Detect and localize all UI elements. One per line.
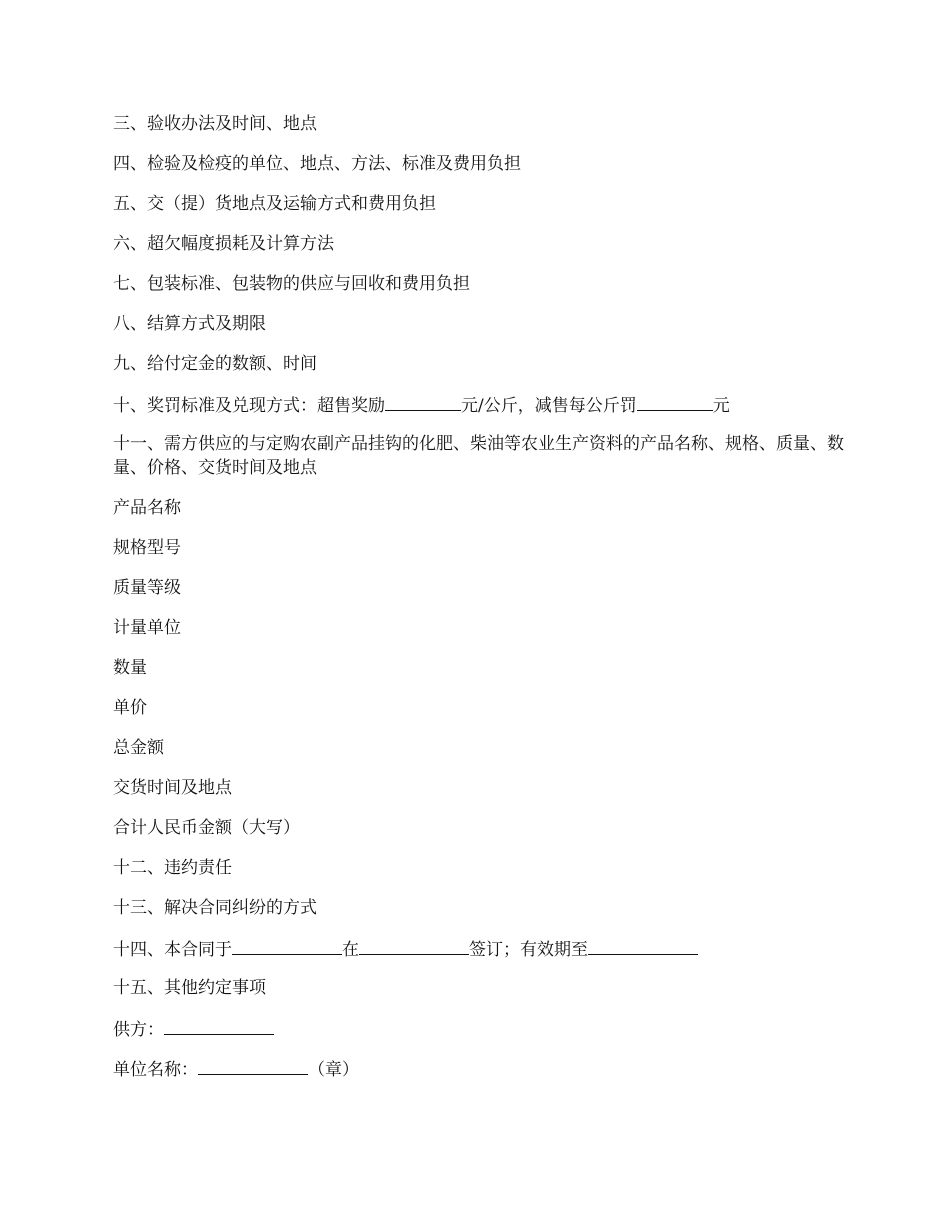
- supplier-label: 供方：: [113, 1020, 164, 1040]
- clause-10: [113, 392, 853, 432]
- sign-place-blank: [359, 936, 469, 955]
- item-unit: 计量单位: [113, 618, 181, 638]
- clause-12: 十二、违约责任: [113, 858, 232, 878]
- supplier-blank: [164, 1016, 274, 1035]
- clause-14-mid2: 签订；有效期至: [469, 940, 588, 960]
- clause-14-prefix: 十四、本合同于: [113, 940, 232, 960]
- item-spec-model: 规格型号: [113, 538, 181, 558]
- clause-10-mid: 元/公斤，减售每公斤罚: [461, 396, 637, 416]
- clause-7: 七、包装标准、包装物的供应与回收和费用负担: [113, 274, 470, 294]
- clause-5: 五、交（提）货地点及运输方式和费用负担: [113, 194, 436, 214]
- item-delivery-time-place: 交货时间及地点: [113, 778, 232, 798]
- sign-date-blank: [232, 936, 342, 955]
- clause-9: 九、给付定金的数额、时间: [113, 354, 317, 374]
- clause-11: 十一、需方供应的与定购农副产品挂钩的化肥、柴油等农业生产资料的产品名称、规格、质量、数量、价格、交货时间及地点: [113, 434, 844, 478]
- item-total-rmb: 合计人民币金额（大写）: [113, 818, 300, 838]
- item-total-amount: 总金额: [113, 738, 164, 758]
- clause-4: 四、检验及检疫的单位、地点、方法、标准及费用负担: [113, 154, 521, 174]
- item-quantity: 数量: [113, 658, 147, 678]
- clause-3: 三、验收办法及时间、地点: [113, 114, 317, 134]
- item-unit-price: 单价: [113, 698, 147, 718]
- seal-note: （章）: [308, 1060, 359, 1080]
- clause-10-prefix: 十、奖罚标准及兑现方式：超售奖励: [113, 396, 385, 416]
- contract-page: [113, 112, 853, 1096]
- unit-name-blank: [198, 1056, 308, 1075]
- bonus-amount-blank: [385, 392, 461, 411]
- item-quality-grade: 质量等级: [113, 578, 181, 598]
- penalty-amount-blank: [637, 392, 713, 411]
- clause-13: 十三、解决合同纠纷的方式: [113, 898, 317, 918]
- clause-6: 六、超欠幅度损耗及计算方法: [113, 234, 334, 254]
- unit-name-line: [113, 1056, 853, 1096]
- clause-15: 十五、其他约定事项: [113, 978, 266, 998]
- item-product-name: 产品名称: [113, 498, 181, 518]
- clause-10-suffix: 元: [712, 396, 730, 416]
- clause-14-mid1: 在: [342, 940, 359, 960]
- valid-until-blank: [588, 936, 698, 955]
- supplier-line: [113, 1016, 853, 1056]
- clause-14: [113, 936, 853, 976]
- unit-name-label: 单位名称：: [113, 1060, 198, 1080]
- clause-8: 八、结算方式及期限: [113, 314, 266, 334]
